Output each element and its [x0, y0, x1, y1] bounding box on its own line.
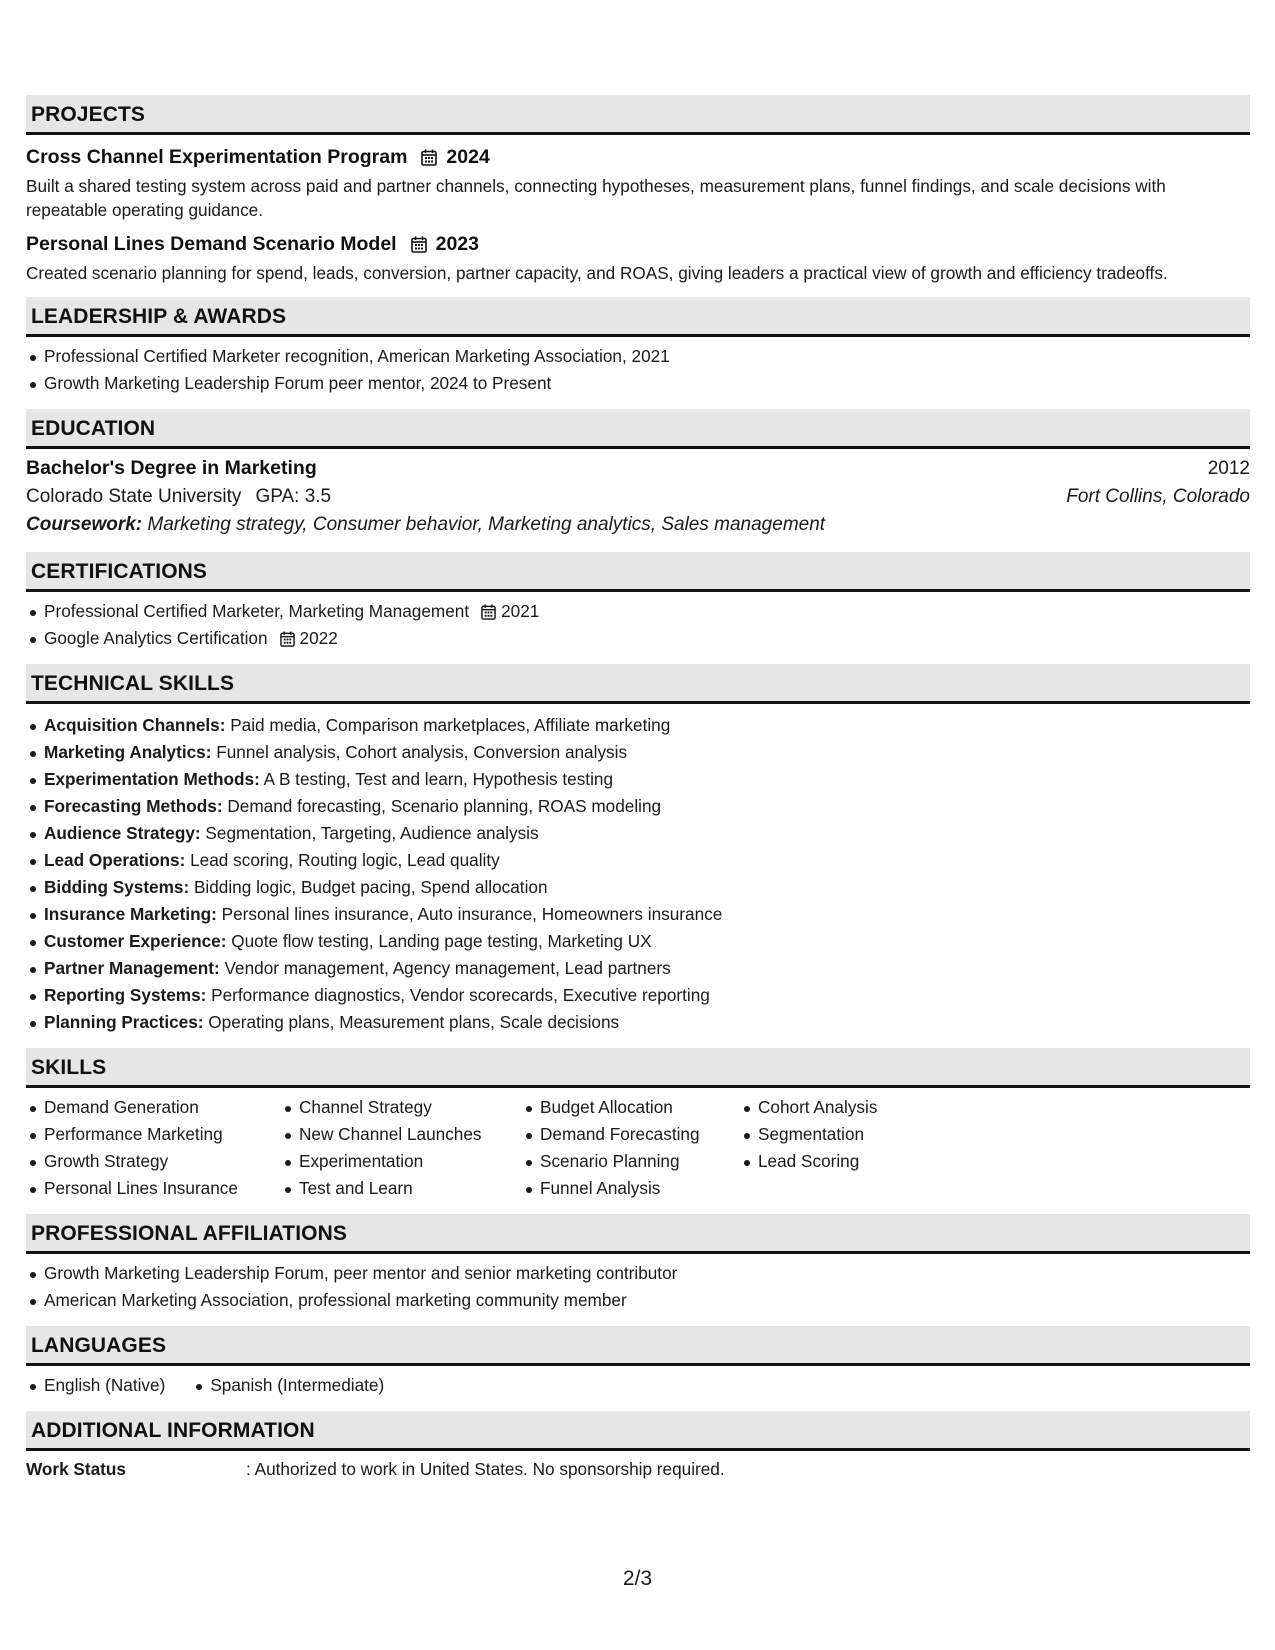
additional-info-section: [26, 1411, 1250, 1480]
skills-column: [522, 1094, 740, 1202]
skill-category: Planning Practices:: [44, 1012, 204, 1032]
certification-name: Google Analytics Certification: [44, 628, 268, 648]
calendar-icon: [481, 604, 496, 620]
technical-skill-item: [44, 793, 1250, 820]
skill-item: Test and Learn: [299, 1175, 522, 1202]
section-title-certifications: CERTIFICATIONS: [26, 552, 1250, 592]
certification-year: 2022: [299, 628, 338, 648]
skill-item: Cohort Analysis: [758, 1094, 958, 1121]
technical-skill-item: [44, 874, 1250, 901]
coursework: [26, 514, 1250, 536]
skills-column: [740, 1094, 958, 1202]
project-name: Personal Lines Demand Scenario Model: [26, 232, 397, 255]
graduation-year: 2012: [1207, 458, 1250, 479]
section-title-additional-info: ADDITIONAL INFORMATION: [26, 1411, 1250, 1451]
skill-category: Bidding Systems:: [44, 877, 190, 897]
skill-values: Quote flow testing, Landing page testing, Marketing UX: [231, 931, 652, 951]
technical-skill-item: [44, 712, 1250, 739]
calendar-icon: [421, 149, 437, 166]
certification-item: [44, 598, 1250, 625]
language-item: Spanish (Intermediate): [210, 1372, 384, 1399]
section-title-technical-skills: TECHNICAL SKILLS: [26, 664, 1250, 704]
skill-values: Bidding logic, Budget pacing, Spend allocation: [193, 877, 548, 897]
school-location: Fort Collins, Colorado: [1066, 486, 1250, 507]
calendar-icon: [411, 236, 427, 253]
skill-item: Demand Generation: [44, 1094, 281, 1121]
work-status-value: : Authorized to work in United States. No sponsorship required.: [246, 1459, 725, 1479]
skill-category: Marketing Analytics:: [44, 742, 212, 762]
skill-values: Funnel analysis, Cohort analysis, Conversion analysis: [216, 742, 628, 762]
project-name: Cross Channel Experimentation Program: [26, 145, 408, 168]
skill-values: Performance diagnostics, Vendor scorecards, Executive reporting: [211, 985, 710, 1005]
technical-skill-item: [44, 955, 1250, 982]
certification-name: Professional Certified Marketer, Marketing Management: [44, 601, 470, 621]
skill-category: Forecasting Methods:: [44, 796, 223, 816]
skill-category: Lead Operations:: [44, 850, 186, 870]
section-title-affiliations: PROFESSIONAL AFFILIATIONS: [26, 1214, 1250, 1254]
resume-page: [26, 95, 1250, 1492]
section-title-education: EDUCATION: [26, 409, 1250, 449]
technical-skill-item: [44, 982, 1250, 1009]
work-status-label: Work Status: [26, 1459, 126, 1479]
affiliations-section: [26, 1214, 1250, 1314]
skill-values: Personal lines insurance, Auto insurance, Homeowners insurance: [221, 904, 723, 924]
languages-section: [26, 1326, 1250, 1399]
certifications-section: [26, 552, 1250, 652]
coursework-label: Coursework:: [26, 514, 143, 535]
leadership-section: [26, 297, 1250, 397]
section-title-skills: SKILLS: [26, 1048, 1250, 1088]
technical-skill-item: [44, 739, 1250, 766]
list-item: Growth Marketing Leadership Forum peer mentor, 2024 to Present: [44, 370, 1250, 397]
skill-values: Demand forecasting, Scenario planning, ROAS modeling: [227, 796, 662, 816]
project-year: 2023: [435, 232, 479, 255]
skill-item: New Channel Launches: [299, 1121, 522, 1148]
project-description: Built a shared testing system across paid and partner channels, connecting hypotheses, measurement plans, funnel findings, and scale decisions with repeatable operating guidance.: [26, 176, 1166, 220]
certification-item: [44, 625, 1250, 652]
calendar-icon: [280, 631, 295, 647]
coursework-list: Marketing strategy, Consumer behavior, Marketing analytics, Sales management: [147, 514, 826, 535]
project-item: [26, 143, 1250, 222]
skill-category: Customer Experience:: [44, 931, 227, 951]
projects-section: [26, 95, 1250, 285]
technical-skill-item: [44, 928, 1250, 955]
skill-item: Lead Scoring: [758, 1148, 958, 1175]
skill-category: Insurance Marketing:: [44, 904, 217, 924]
skill-item: Segmentation: [758, 1121, 958, 1148]
list-item: Professional Certified Marketer recognition, American Marketing Association, 2021: [44, 343, 1250, 370]
skill-values: Segmentation, Targeting, Audience analysis: [205, 823, 539, 843]
technical-skill-item: [44, 820, 1250, 847]
skill-item: Performance Marketing: [44, 1121, 281, 1148]
skill-values: Lead scoring, Routing logic, Lead quality: [190, 850, 500, 870]
project-description: Created scenario planning for spend, leads, conversion, partner capacity, and ROAS, giving leaders a practical view of growth and efficiency tradeoffs.: [26, 263, 1168, 283]
education-section: [26, 409, 1250, 536]
skill-category: Reporting Systems:: [44, 985, 207, 1005]
technical-skill-item: [44, 901, 1250, 928]
skills-column: [26, 1094, 281, 1202]
technical-skill-item: [44, 847, 1250, 874]
skill-values: Operating plans, Measurement plans, Scale decisions: [208, 1012, 620, 1032]
skill-item: Channel Strategy: [299, 1094, 522, 1121]
skill-item: Budget Allocation: [540, 1094, 740, 1121]
skill-values: Vendor management, Agency management, Lead partners: [224, 958, 671, 978]
gpa: GPA: 3.5: [255, 486, 332, 507]
skill-values: Paid media, Comparison marketplaces, Affiliate marketing: [230, 715, 671, 735]
skill-item: Scenario Planning: [540, 1148, 740, 1175]
technical-skill-item: [44, 766, 1250, 793]
section-title-leadership: LEADERSHIP & AWARDS: [26, 297, 1250, 337]
skills-column: [281, 1094, 522, 1202]
list-item: American Marketing Association, professional marketing community member: [44, 1287, 1250, 1314]
project-item: [26, 230, 1250, 285]
skill-values: A B testing, Test and learn, Hypothesis testing: [263, 769, 614, 789]
skill-category: Experimentation Methods:: [44, 769, 260, 789]
page-number: 2/3: [622, 1567, 653, 1590]
certification-year: 2021: [501, 601, 540, 621]
section-title-languages: LANGUAGES: [26, 1326, 1250, 1366]
skill-item: Personal Lines Insurance: [44, 1175, 281, 1202]
skill-item: Growth Strategy: [44, 1148, 281, 1175]
skill-item: Funnel Analysis: [540, 1175, 740, 1202]
technical-skills-section: [26, 664, 1250, 1036]
work-status-row: [26, 1459, 1250, 1480]
skill-category: Audience Strategy:: [44, 823, 201, 843]
skills-grid: [26, 1094, 1250, 1202]
skill-item: Demand Forecasting: [540, 1121, 740, 1148]
skill-item: Experimentation: [299, 1148, 522, 1175]
language-item: English (Native): [44, 1372, 165, 1399]
skills-section: [26, 1048, 1250, 1202]
technical-skill-item: [44, 1009, 1250, 1036]
project-year: 2024: [446, 145, 490, 168]
list-item: Growth Marketing Leadership Forum, peer mentor and senior marketing contributor: [44, 1260, 1250, 1287]
degree-name: Bachelor's Degree in Marketing: [26, 457, 317, 479]
school-name: Colorado State University: [26, 486, 242, 507]
skill-category: Partner Management:: [44, 958, 220, 978]
section-title-projects: PROJECTS: [26, 95, 1250, 135]
skill-category: Acquisition Channels:: [44, 715, 226, 735]
